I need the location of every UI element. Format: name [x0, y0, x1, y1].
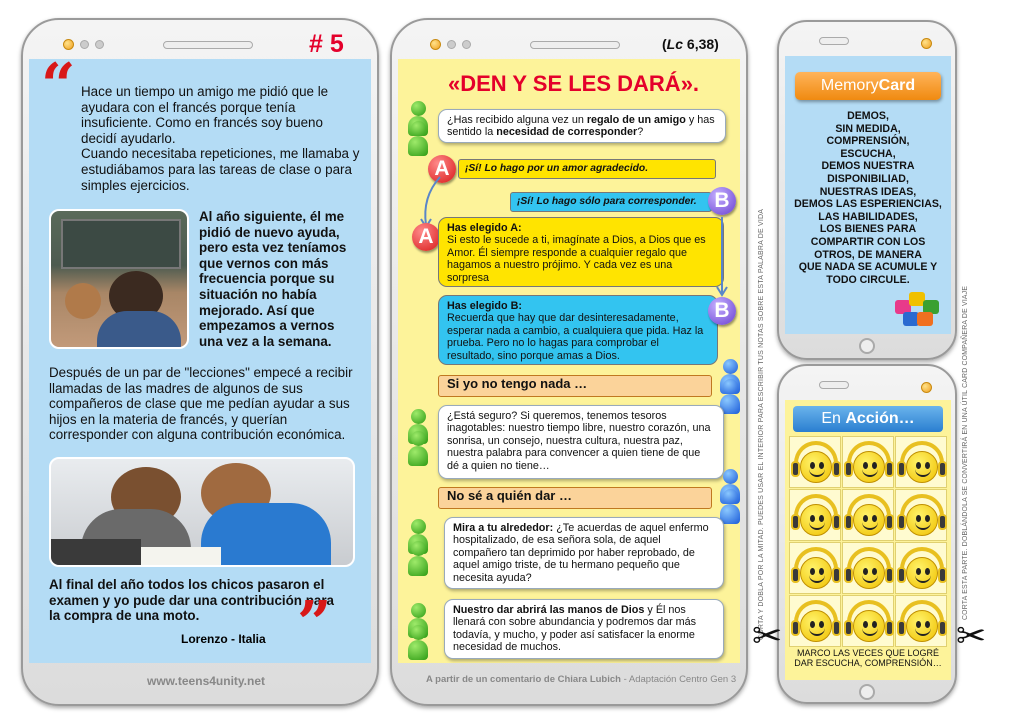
checkbox-cell[interactable] — [842, 436, 894, 488]
quote-close-icon: ” — [297, 589, 332, 659]
option-a-badge: A — [412, 223, 440, 251]
checkbox-cell[interactable] — [789, 436, 841, 488]
person-icon — [408, 431, 428, 467]
option-a-badge[interactable]: A — [428, 155, 456, 183]
smiley-headphones-icon — [896, 492, 948, 540]
camera-icon — [921, 382, 932, 393]
checkbox-cell[interactable] — [789, 489, 841, 541]
story-paragraph-4: Al final del año todos los chicos pasaron el examen y yo pude dar una contribución para la compra de una moto. — [49, 577, 334, 624]
person-icon — [720, 489, 740, 525]
study-photo — [49, 457, 355, 567]
memory-card-text: DEMOS, SIN MEDIDA, COMPRENSIÓN, ESCUCHA, DEMOS NUESTRA DISPONIBILIAD, NUESTRAS IDEAS, DEMOS LAS ESPERIENCIAS, LAS HABILIDADES, LOS BIENES PARA COMPARTIR CON LOS OTROS, DE MANERA QUE NADA SE ACUMULE Y TODO CIRCULE. — [794, 110, 942, 286]
en-accion-footer: MARCO LAS VECES QUE LOGRÉ DAR ESCUCHA, COMPRENSIÓN… — [794, 648, 942, 668]
camera-icon — [63, 39, 74, 50]
option-b-badge: B — [708, 297, 736, 325]
person-icon — [408, 541, 428, 577]
sensor-icon — [95, 40, 104, 49]
smiley-headphones-icon — [896, 598, 948, 646]
gospel-reference: (Lc 6,38) — [662, 36, 719, 52]
smiley-grid — [789, 436, 947, 648]
answer-1-bubble: ¿Está seguro? Si queremos, tenemos tesoros inagotables: nuestro tiempo libre, nuestro corazón, una sonrisa, un consejo, nuestra cultura, nuestra paz, nuestra palabra para convencer a quien tiene de que dé a quien no tiene… — [438, 405, 724, 479]
website-footer[interactable]: www.teens4unity.net — [147, 674, 266, 688]
option-b-answer[interactable]: ¡Sí! Lo hago sólo para corresponder. — [510, 192, 712, 212]
memory-card-header: MemoryCard — [795, 72, 941, 100]
smiley-headphones-icon — [896, 439, 948, 487]
checkbox-cell[interactable] — [895, 436, 947, 488]
arrow-b-icon — [714, 215, 730, 299]
question-bubble: ¿Has recibido alguna vez un regalo de un amigo y has sentido la necesidad de corresponder? — [438, 109, 726, 143]
story-author: Lorenzo - Italia — [181, 632, 266, 646]
checkbox-cell[interactable] — [895, 489, 947, 541]
word-of-life-title: «DEN Y SE LES DARÁ». — [448, 71, 700, 96]
person-icon — [408, 121, 428, 157]
checkbox-cell[interactable] — [895, 595, 947, 647]
checkbox-cell[interactable] — [789, 542, 841, 594]
en-accion-screen — [785, 400, 951, 680]
puzzle-icon — [889, 290, 945, 330]
en-accion-header: En Acción… — [793, 406, 943, 432]
option-a-answer[interactable]: ¡Sí! Lo hago por un amor agradecido. — [458, 159, 716, 179]
smiley-headphones-icon — [790, 598, 842, 646]
sensor-icon — [80, 40, 89, 49]
classroom-photo — [49, 209, 189, 349]
smiley-headphones-icon — [790, 439, 842, 487]
checkbox-cell[interactable] — [842, 542, 894, 594]
checkbox-cell[interactable] — [842, 595, 894, 647]
chosen-b-bubble: Has elegido B: Recuerda que hay que dar desinteresadamente, esperar nada a cambio, a cualquiera que pida. Haz la prueba. Pero no lo hagas para comprobar el resultado, sino porque amas a Dios. — [438, 295, 718, 365]
chosen-a-bubble: Has elegido A: Si esto le sucede a ti, imagínate a Dios, a Dios que es Amor. Él siempre responde a cualquier regalo que hagamos a nuestro prójimo. Y cada vez es una sorpresa — [438, 217, 724, 287]
fold-instruction: CORTA Y DOBLA POR LA MITAD. PUEDES USAR EL INTERIOR PARA ESCRIBIR TUS NOTAS SOBRE ESTA PALABRA DE VIDA — [758, 208, 765, 640]
answer-2-bubble: Mira a tu alrededor: ¿Te acuerdas de aquel enfermo hospitalizado, de esa señora sola, de aquel compañero tan deprimido por haber reprobado, de aquel amigo triste, de tu hermano pequeño que necesita ayuda? — [444, 517, 724, 589]
smiley-headphones-icon — [843, 545, 895, 593]
objection-1: Si yo no tengo nada … — [438, 375, 712, 397]
checkbox-cell[interactable] — [789, 595, 841, 647]
smiley-headphones-icon — [790, 545, 842, 593]
quote-open-icon: “ — [41, 59, 76, 121]
checkbox-cell[interactable] — [895, 542, 947, 594]
story-paragraph-2: Al año siguiente, él me pidió de nuevo ayuda, pero esta vez teníamos que vernos con más frecuencia porque su situación no había mejorado. Así que empezamos a vernos una vez a la semana. — [199, 209, 347, 349]
scissors-icon: ✂ — [752, 615, 783, 656]
smiley-headphones-icon — [843, 492, 895, 540]
camera-icon — [430, 39, 441, 50]
smiley-headphones-icon — [843, 439, 895, 487]
person-icon — [408, 625, 428, 661]
answer-3-bubble: Nuestro dar abrirá las manos de Dios y Él nos llenará con sobre abundancia y podremos dar más todavía, y mucho, y poder así satisfacer la enorme necesidad de muchos. — [444, 599, 724, 659]
story-paragraph-1: Hace un tiempo un amigo me pidió que le ayudara con el francés porque tenía insuficiente. Como en francés soy bueno decidí ayudarlo. Cuando necesitaba repeticiones, me llamaba y estudiábamos para las tareas de clase o para simples ejercicios. — [81, 84, 360, 193]
left-screen — [29, 59, 371, 663]
objection-2: No sé a quién dar … — [438, 487, 712, 509]
smiley-headphones-icon — [896, 545, 948, 593]
option-b-badge[interactable]: B — [708, 187, 736, 215]
source-footer: A partir de un comentario de Chiara Lubich - Adaptación Centro Gen 3 — [426, 674, 737, 685]
cut-instruction: CORTA ESTA PARTE. DOBLÁNDOLA SE CONVERTIRÁ EN UNA ÚTIL CARD COMPAÑERA DE VIAJE — [962, 285, 969, 620]
speaker-slot — [819, 37, 849, 45]
sensor-icon — [447, 40, 456, 49]
middle-screen — [398, 59, 740, 663]
issue-number: # 5 — [309, 30, 344, 58]
smiley-headphones-icon — [790, 492, 842, 540]
left-phone — [21, 18, 379, 706]
sensor-icon — [462, 40, 471, 49]
middle-phone — [390, 18, 748, 706]
memory-card-phone — [777, 20, 957, 360]
camera-icon — [921, 38, 932, 49]
checkbox-cell[interactable] — [842, 489, 894, 541]
home-button[interactable] — [859, 338, 875, 354]
story-paragraph-3: Después de un par de "lecciones" empecé a recibir llamadas de las madres de algunos de sus compañeros de clase que me pedían ayudar a sus hijos en la materia de francés, y querían corresponder con alguna contribución económica. — [49, 365, 353, 443]
speaker-slot — [163, 41, 253, 49]
scissors-icon: ✂ — [956, 615, 987, 656]
speaker-slot — [819, 381, 849, 389]
en-accion-phone — [777, 364, 957, 704]
speaker-slot — [530, 41, 620, 49]
smiley-headphones-icon — [843, 598, 895, 646]
home-button[interactable] — [859, 684, 875, 700]
memory-card-screen — [785, 56, 951, 334]
